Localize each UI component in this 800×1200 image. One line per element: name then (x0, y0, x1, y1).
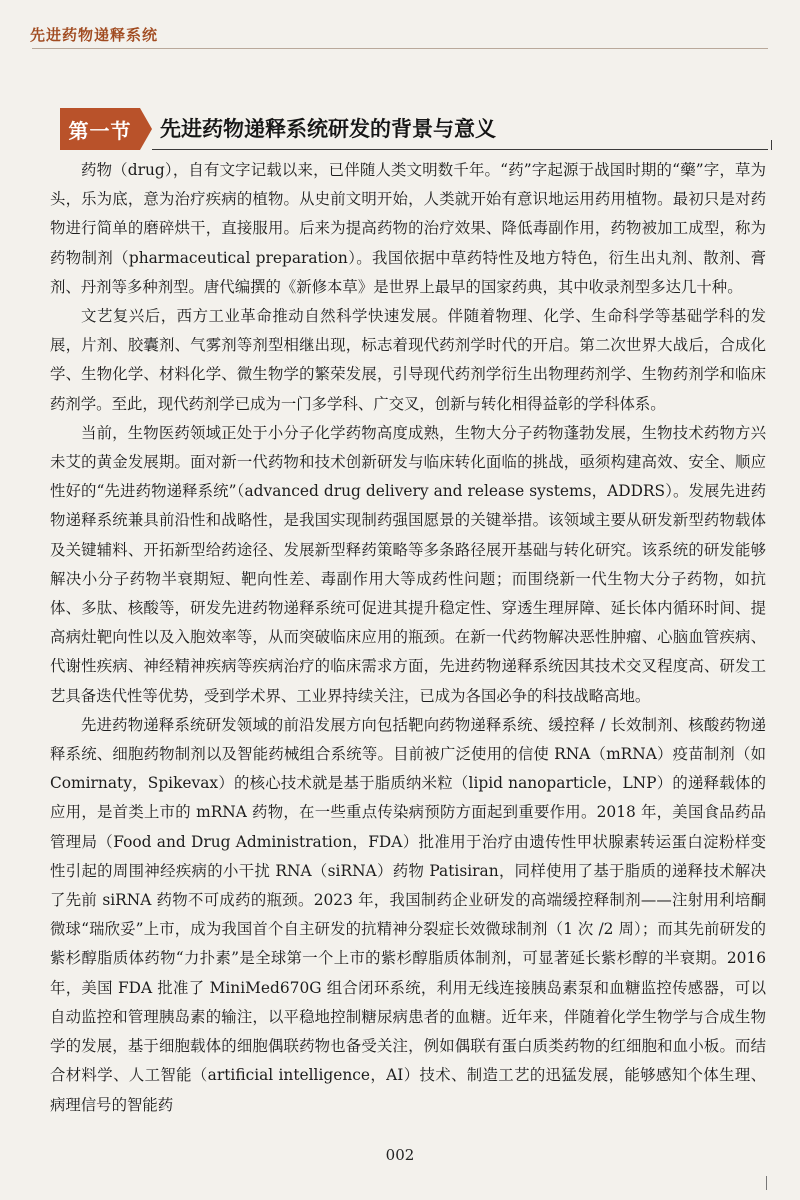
paragraph-1: 药物（drug），自有文字记载以来，已伴随人类文明数千年。“药”字起源于战国时期的“藥”字，草为头，乐为底，意为治疗疾病的植物。从史前文明开始，人类就开始有意识地运用药用植物。最初只是对药物进行简单的磨碎烘干，直接服用。后来为提高药物的治疗效果、降低毒副作用，药物被加工成型，称为药物制剂（pharmaceutical preparation）。我国依据中草药特性及地方特色，衍生出丸剂、散剂、膏剂、丹剂等多种剂型。唐代编撰的《新修本草》是世界上最早的国家药典，其中收录剂型多达几十种。 (50, 161, 766, 296)
section-label-badge: 第一节 (60, 108, 140, 150)
paragraph-4: 先进药物递释系统研发领域的前沿发展方向包括靶向药物递释系统、缓控释 / 长效制剂、核酸药物递释系统、细胞药物制剂以及智能药械组合系统等。目前被广泛使用的信使 RNA（mRNA）疫苗制剂（如 Comirnaty，Spikevax）的核心技术就是基于脂质纳米粒（lipid nanoparticle，LNP）的递释载体的应用，是首类上市的 mRNA 药物，在一些重点传染病预防方面起到重要作用。2018 年，美国食品药品管理局（Food and Drug Administration，FDA）批准用于治疗由遗传性甲状腺素转运蛋白淀粉样变性引起的周围神经疾病的小干扰 RNA（siRNA）药物 Patisiran，同样使用了基于脂质的递释技术解决了先前 siRNA 药物不可成药的瓶颈。2023 年，我国制药企业研发的高端缓控释制剂——注射用利培酮微球“瑞欣妥”上市，成为我国首个自主研发的抗精神分裂症长效微球制剂（1 次 /2 周）；而其先前研发的紫杉醇脂质体药物“力扑素”是全球第一个上市的紫杉醇脂质体制剂，可显著延长紫杉醇的半衰期。2016 年，美国 FDA 批准了 MiniMed670G 组合闭环系统，利用无线连接胰岛素泵和血糖监控传感器，可以自动监控和管理胰岛素的输注，以平稳地控制糖尿病患者的血糖。近年来，伴随着化学生物学与合成生物学的发展，基于细胞载体的细胞偶联药物也备受关注，例如偶联有蛋白质类药物的红细胞和血小板。而结合材料学、人工智能（artificial intelligence，AI）技术、制造工艺的迅猛发展，能够感知个体生理、病理信号的智能药 (50, 715, 766, 1114)
running-head-title: 先进药物递释系统 (30, 26, 159, 44)
body-text (50, 156, 766, 1120)
page-edge-mark (766, 1176, 767, 1190)
section-title: 先进药物递释系统研发的背景与意义 (160, 117, 496, 141)
section-underline (152, 149, 768, 150)
paragraph-3: 当前，生物医药领域正处于小分子化学药物高度成熟，生物大分子药物蓬勃发展，生物技术药物方兴未艾的黄金发展期。面对新一代药物和技术创新研发与临床转化面临的挑战，亟须构建高效、安全、顺应性好的“先进药物递释系统”（advanced drug delivery and release systems，ADDRS）。发展先进药物递释系统兼具前沿性和战略性，是我国实现制药强国愿景的关键举措。该领域主要从研发新型药物载体及关键辅料、开拓新型给药途径、发展新型释药策略等多条路径展开基础与转化研究。该系统的研发能够解决小分子药物半衰期短、靶向性差、毒副作用大等成药性问题；而围绕新一代生物大分子药物，如抗体、多肽、核酸等，研发先进药物递释系统可促进其提升稳定性、穿透生理屏障、延长体内循环时间、提高病灶靶向性以及入胞效率等，从而突破临床应用的瓶颈。在新一代药物解决恶性肿瘤、心脑血管疾病、代谢性疾病、神经精神疾病等疾病治疗的临床需求方面，先进药物递释系统因其技术交叉程度高、研发工艺具备迭代性等优势，受到学术界、工业界持续关注，已成为各国必争的科技战略高地。 (50, 423, 766, 705)
page-number: 002 (385, 1146, 415, 1164)
header-rule (32, 48, 768, 49)
section-header (60, 108, 768, 150)
paragraph-2: 文艺复兴后，西方工业革命推动自然科学快速发展。伴随着物理、化学、生命科学等基础学科的发展，片剂、胶囊剂、气雾剂等剂型相继出现，标志着现代药剂学时代的开启。第二次世界大战后，合成化学、生物化学、材料化学、微生物学的繁荣发展，引导现代药剂学衍生出物理药剂学、生物药剂学和临床药剂学。至此，现代药剂学已成为一门多学科、广交叉，创新与转化相得益彰的学科体系。 (50, 307, 766, 413)
